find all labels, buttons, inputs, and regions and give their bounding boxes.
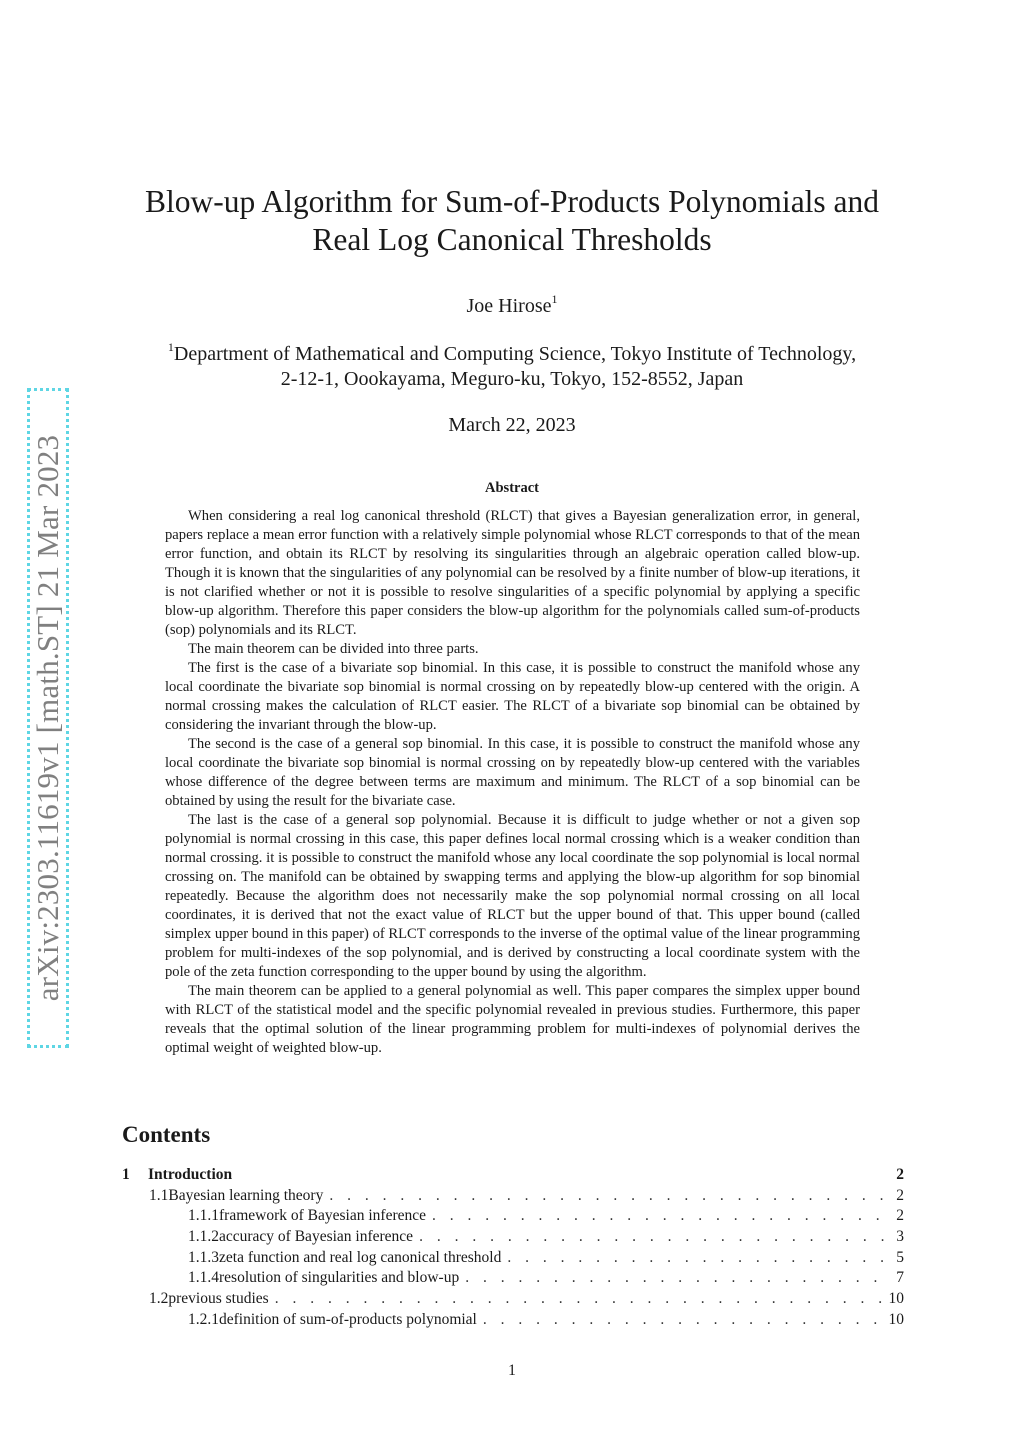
toc-entry-title[interactable]: resolution of singularities and blow-up (219, 1269, 460, 1287)
abstract-body (165, 507, 860, 1058)
abstract-paragraph: The second is the case of a general sop binomial. In this case, it is possible to construct the manifold whose any local coordinate the bivariate sop binomial is normal crossing on by repeatedly blow-up centered with the variables whose difference of the degree between terms are maximum and minimum. The RLCT of a sop binomial can be obtained by using the result for the bivariate case. (165, 736, 860, 809)
toc-dot-leader (432, 1207, 890, 1225)
affiliation (100, 335, 924, 392)
abstract-paragraph: The first is the case of a bivariate sop binomial. In this case, it is possible to construct the manifold whose any local coordinate the bivariate sop binomial is normal crossing on by repeatedly blow-up centered with the origin. A normal crossing makes the calculation of RLCT easier. The RLCT of a bivariate sop binomial can be obtained by considering the invariant through the blow-up. (165, 660, 860, 733)
paper-title (100, 183, 924, 259)
arxiv-identifier-stamp (27, 388, 69, 1048)
abstract-paragraph: The last is the case of a general sop polynomial. Because it is difficult to judge whether or not a given sop polynomial is normal crossing in this case, this paper defines local normal crossing which is a weaker condition than normal crossing. it is possible to construct the manifold whose any local coordinate the sop polynomial is local normal crossing on. The manifold can be obtained by swapping terms and applying the blow-up algorithm for sop binomial repeatedly. Because the algorithm does not necessarily make the sop polynomial normal crossing on all local coordinates, it is derived that not the exact value of RLCT but the upper bound of that. This upper bound (called simplex upper bound in this paper) of RLCT corresponds to the inverse of the optimal value of the linear programming problem for multi-indexes of the sop polynomial, and is derived by constructing a local coordinate system with the pole of the zeta function corresponding to the upper bound by using the algorithm. (165, 812, 860, 980)
toc-entry-1-2-1[interactable] (122, 1311, 904, 1332)
toc-entry-1[interactable] (122, 1166, 904, 1187)
author-affiliation-mark: 1 (551, 292, 558, 306)
toc-entry-page: 5 (896, 1248, 904, 1266)
abstract-paragraph: The main theorem can be applied to a general polynomial as well. This paper compares the simplex upper bound with RLCT of the statistical model and the specific polynomial revealed in previous studies. Furthermore, this paper reveals that the optimal solution of the linear programming problem for multi-indexes of polynomial derives the optimal weight of weighted blow-up. (165, 983, 860, 1056)
author-name: Joe Hirose (466, 295, 552, 317)
toc-entry-number: 1.2.1 (188, 1310, 219, 1328)
affiliation-line-1: Department of Mathematical and Computing Science, Tokyo Institute of Technology, (173, 343, 857, 365)
toc-entry-number: 1.2 (149, 1290, 169, 1308)
toc-entry-page: 10 (888, 1290, 904, 1308)
toc-entry-page: 2 (896, 1186, 904, 1204)
toc-dot-leader (275, 1290, 883, 1308)
toc-entry-number: 1.1.2 (188, 1228, 219, 1246)
toc-entry-number: 1.1.1 (188, 1207, 219, 1225)
toc-entry-title[interactable]: previous studies (168, 1290, 269, 1308)
toc-entry-title[interactable]: zeta function and real log canonical threshold (219, 1248, 502, 1266)
contents-heading: Contents (122, 1122, 211, 1147)
author-line (300, 292, 724, 318)
toc-entry-page: 2 (896, 1166, 904, 1183)
affiliation-line-2: 2-12-1, Oookayama, Meguro-ku, Tokyo, 152-8552, Japan (280, 368, 744, 390)
toc-entry-title[interactable]: Introduction (148, 1166, 233, 1183)
toc-entry-number: 1 (122, 1166, 130, 1183)
abstract-paragraph: The main theorem can be divided into three parts. (188, 641, 479, 657)
toc-entry-page: 7 (896, 1269, 904, 1287)
affiliation-mark: 1 (167, 340, 174, 354)
toc-dot-leader (419, 1228, 890, 1246)
table-of-contents (122, 1166, 904, 1332)
toc-entry-page: 3 (896, 1228, 904, 1246)
title-line-1: Blow-up Algorithm for Sum-of-Products Polynomials and (144, 184, 880, 219)
toc-entry-title[interactable]: framework of Bayesian inference (219, 1207, 426, 1225)
toc-entry-page: 2 (896, 1207, 904, 1225)
toc-dot-leader (465, 1269, 890, 1287)
toc-entry-1-1[interactable] (122, 1187, 904, 1208)
toc-dot-leader (483, 1311, 883, 1329)
abstract-paragraph: When considering a real log canonical threshold (RLCT) that gives a Bayesian generalization error, in general, papers replace a mean error function with a relatively simple polynomial whose RLCT corresponds to that of the mean error function, and obtain its RLCT by resolving its singularities through an algebraic operation called blow-up. Though it is known that the singularities of any polynomial can be resolved by a finite number of blow-up iterations, it is not clarified whether or not it is possible to resolve singularities of a specific polynomial by applying a specific blow-up algorithm. Therefore this paper considers the blow-up algorithm for the polynomials called sum-of-products (sop) polynomials and its RLCT. (165, 508, 860, 638)
toc-entry-1-1-1[interactable] (122, 1207, 904, 1228)
toc-entry-page: 10 (888, 1310, 904, 1328)
toc-entry-number: 1.1 (149, 1186, 169, 1204)
title-line-2: Real Log Canonical Thresholds (312, 222, 712, 257)
arxiv-identifier-text: arXiv:2303.11619v1 [math.ST] 21 Mar 2023 (30, 434, 65, 1002)
toc-dot-leader (507, 1249, 890, 1267)
page-number: 1 (508, 1362, 516, 1379)
toc-entry-title[interactable]: definition of sum-of-products polynomial (219, 1310, 477, 1328)
toc-entry-number: 1.1.4 (188, 1269, 219, 1287)
abstract-heading: Abstract (485, 480, 539, 496)
toc-entry-1-1-2[interactable] (122, 1228, 904, 1249)
toc-entry-title[interactable]: Bayesian learning theory (168, 1186, 324, 1204)
toc-entry-1-1-3[interactable] (122, 1249, 904, 1270)
toc-dot-leader (329, 1187, 889, 1205)
toc-entry-1-1-4[interactable] (122, 1269, 904, 1290)
toc-entry-title[interactable]: accuracy of Bayesian inference (219, 1228, 414, 1246)
toc-entry-1-2[interactable] (122, 1290, 904, 1311)
toc-entry-number: 1.1.3 (188, 1248, 219, 1266)
paper-date: March 22, 2023 (448, 414, 576, 436)
